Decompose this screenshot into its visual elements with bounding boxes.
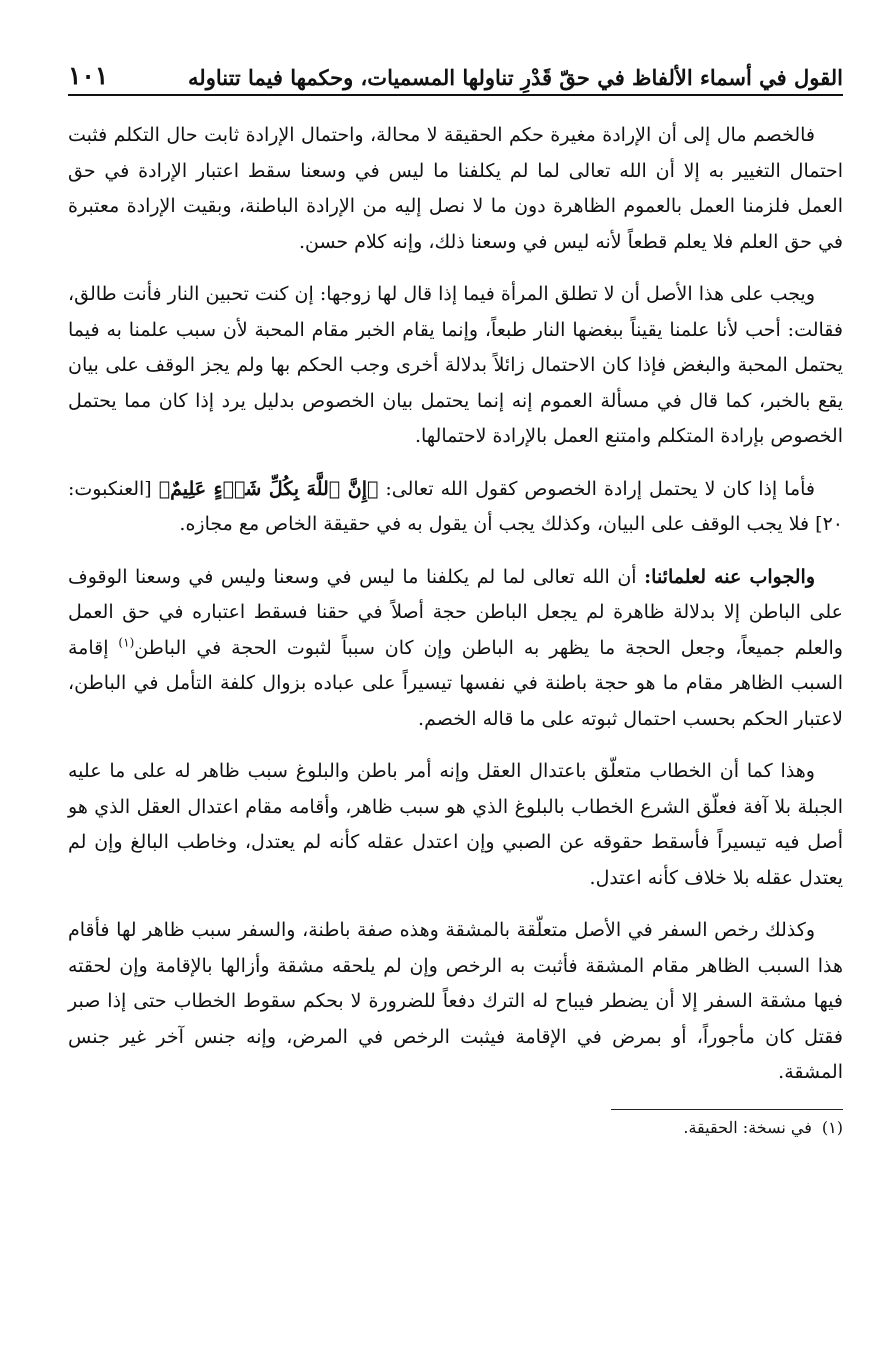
footnote-divider: [611, 1109, 843, 1110]
footnote: [68, 1118, 843, 1137]
paragraph-6: وكذلك رخص السفر في الأصل متعلّقة بالمشقة وهذه صفة باطنة، والسفر سبب ظاهر لها فأقام هذا السبب الظاهر مقام المشقة فأثبت به الرخص وإن لم يلحقه مشقة وأزالها بالإقامة وإن لحقته فيها مشقة السفر إلا أن يضطر فيباح له الترك دفعاً للضرورة لا بحكم سقوط الخطاب حتى إذا صبر فقتل كان مأجوراً، أو بمرض في الإقامة فيثبت الرخص في المرض، وإنه جنس آخر غير جنس المشقة.: [68, 919, 843, 1083]
quran-verse: ﴿إِنَّ ٱللَّهَ بِكُلِّ شَيۡءٍ عَلِيمٌ﴾: [158, 477, 379, 500]
paragraph-4-text-after-note: إقامة السبب الظاهر مقام ما هو حجة باطنة في نفسها تيسيراً على عباده بزوال كلفة التأمل في الباطن، لاعتبار الحكم بحسب احتمال ثبوته على ما قاله الخصم.: [68, 636, 843, 730]
body-text: [68, 118, 843, 1091]
paragraph-1: فالخصم مال إلى أن الإرادة مغيرة حكم الحقيقة لا محالة، واحتمال الإرادة ثابت حال التكلم فثبت احتمال التغيير به إلا أن الله تعالى لما لم يكلفنا ما ليس في وسعنا سقط اعتبار الإرادة في حق العمل فلزمنا العمل بالعموم الظاهرة دون ما لا نصل إليه من الإرادة الباطنة، وبقيت الإرادة معتبرة في حق العلم فلا يعلم قطعاً لأنه ليس في وسعنا ذلك، وإنه كلام حسن.: [68, 124, 843, 253]
paragraph-2: ويجب على هذا الأصل أن لا تطلق المرأة فيما إذا قال لها زوجها: إن كنت تحبين النار فأنت طالق، فقالت: أحب لأنا علمنا يقيناً ببغضها النار طبعاً، وإنما يقام الخبر مقام المحبة لأن سبب علمنا به فيما يحتمل المحبة والبغض فإذا كان الاحتمال زائلاً بدلالة أخرى وجب الحكم بها ولم يجز الوقف على بيان يقع بالخبر، كما قال في مسألة العموم إنه إنما يحتمل بيان الخصوص بدليل يرد إذا كان مما يحتمل الخصوص بإرادة المتكلم وامتنع العمل بالإرادة لاحتمالها.: [68, 283, 843, 447]
paragraph-4: [68, 560, 843, 738]
running-title: القول في أسماء الألفاظ في حقّ قَدْرِ تناولها المسميات، وحكمها فيما تتناوله: [188, 65, 843, 90]
paragraph-3-text-after: [العنكبوت: ٢٠] فلا يجب الوقف على البيان، وكذلك يجب أن يقول به في حقيقة الخاص مع مجازه.: [68, 477, 843, 535]
footnote-text: في نسخة: الحقيقة.: [683, 1117, 812, 1137]
paragraph-4-text-before-note: أن الله تعالى لما لم يكلفنا ما ليس في وسعنا وليس في وسعنا الوقوف على الباطن إلا بدلالة ظاهرة لم يجعل الباطن حجة أصلاً في حقنا فسقط اعتباره في حق العمل والعلم جميعاً، وجعل الحجة ما يظهر به الباطن وإن كان سبباً لثبوت الحجة في الباطن: [68, 565, 843, 659]
paragraph-3-text-before: فأما إذا كان لا يحتمل إرادة الخصوص كقول الله تعالى:: [378, 477, 816, 500]
page-header: [68, 40, 843, 96]
paragraph-4-lead: والجواب عنه لعلمائنا:: [644, 565, 815, 588]
book-page: [68, 40, 843, 1371]
paragraph-3: [68, 472, 843, 543]
page-number: ١٠١: [68, 61, 109, 90]
footnote-number: (١): [821, 1117, 843, 1137]
footnote-reference[interactable]: (١): [118, 635, 135, 650]
paragraph-5: وهذا كما أن الخطاب متعلّق باعتدال العقل وإنه أمر باطن والبلوغ سبب ظاهر له على ما عليه الجبلة بلا آفة فعلّق الشرع الخطاب بالبلوغ الذي هو سبب ظاهر، وأقامه مقام اعتدال العقل الذي هو أصل فيه تيسيراً فأسقط حقوقه عن الصبي وإن اعتدل عقله كأنه لم يعتدل، وخاطب البالغ وإن لم يعتدل عقله بلا خلاف كأنه اعتدل.: [68, 760, 843, 889]
